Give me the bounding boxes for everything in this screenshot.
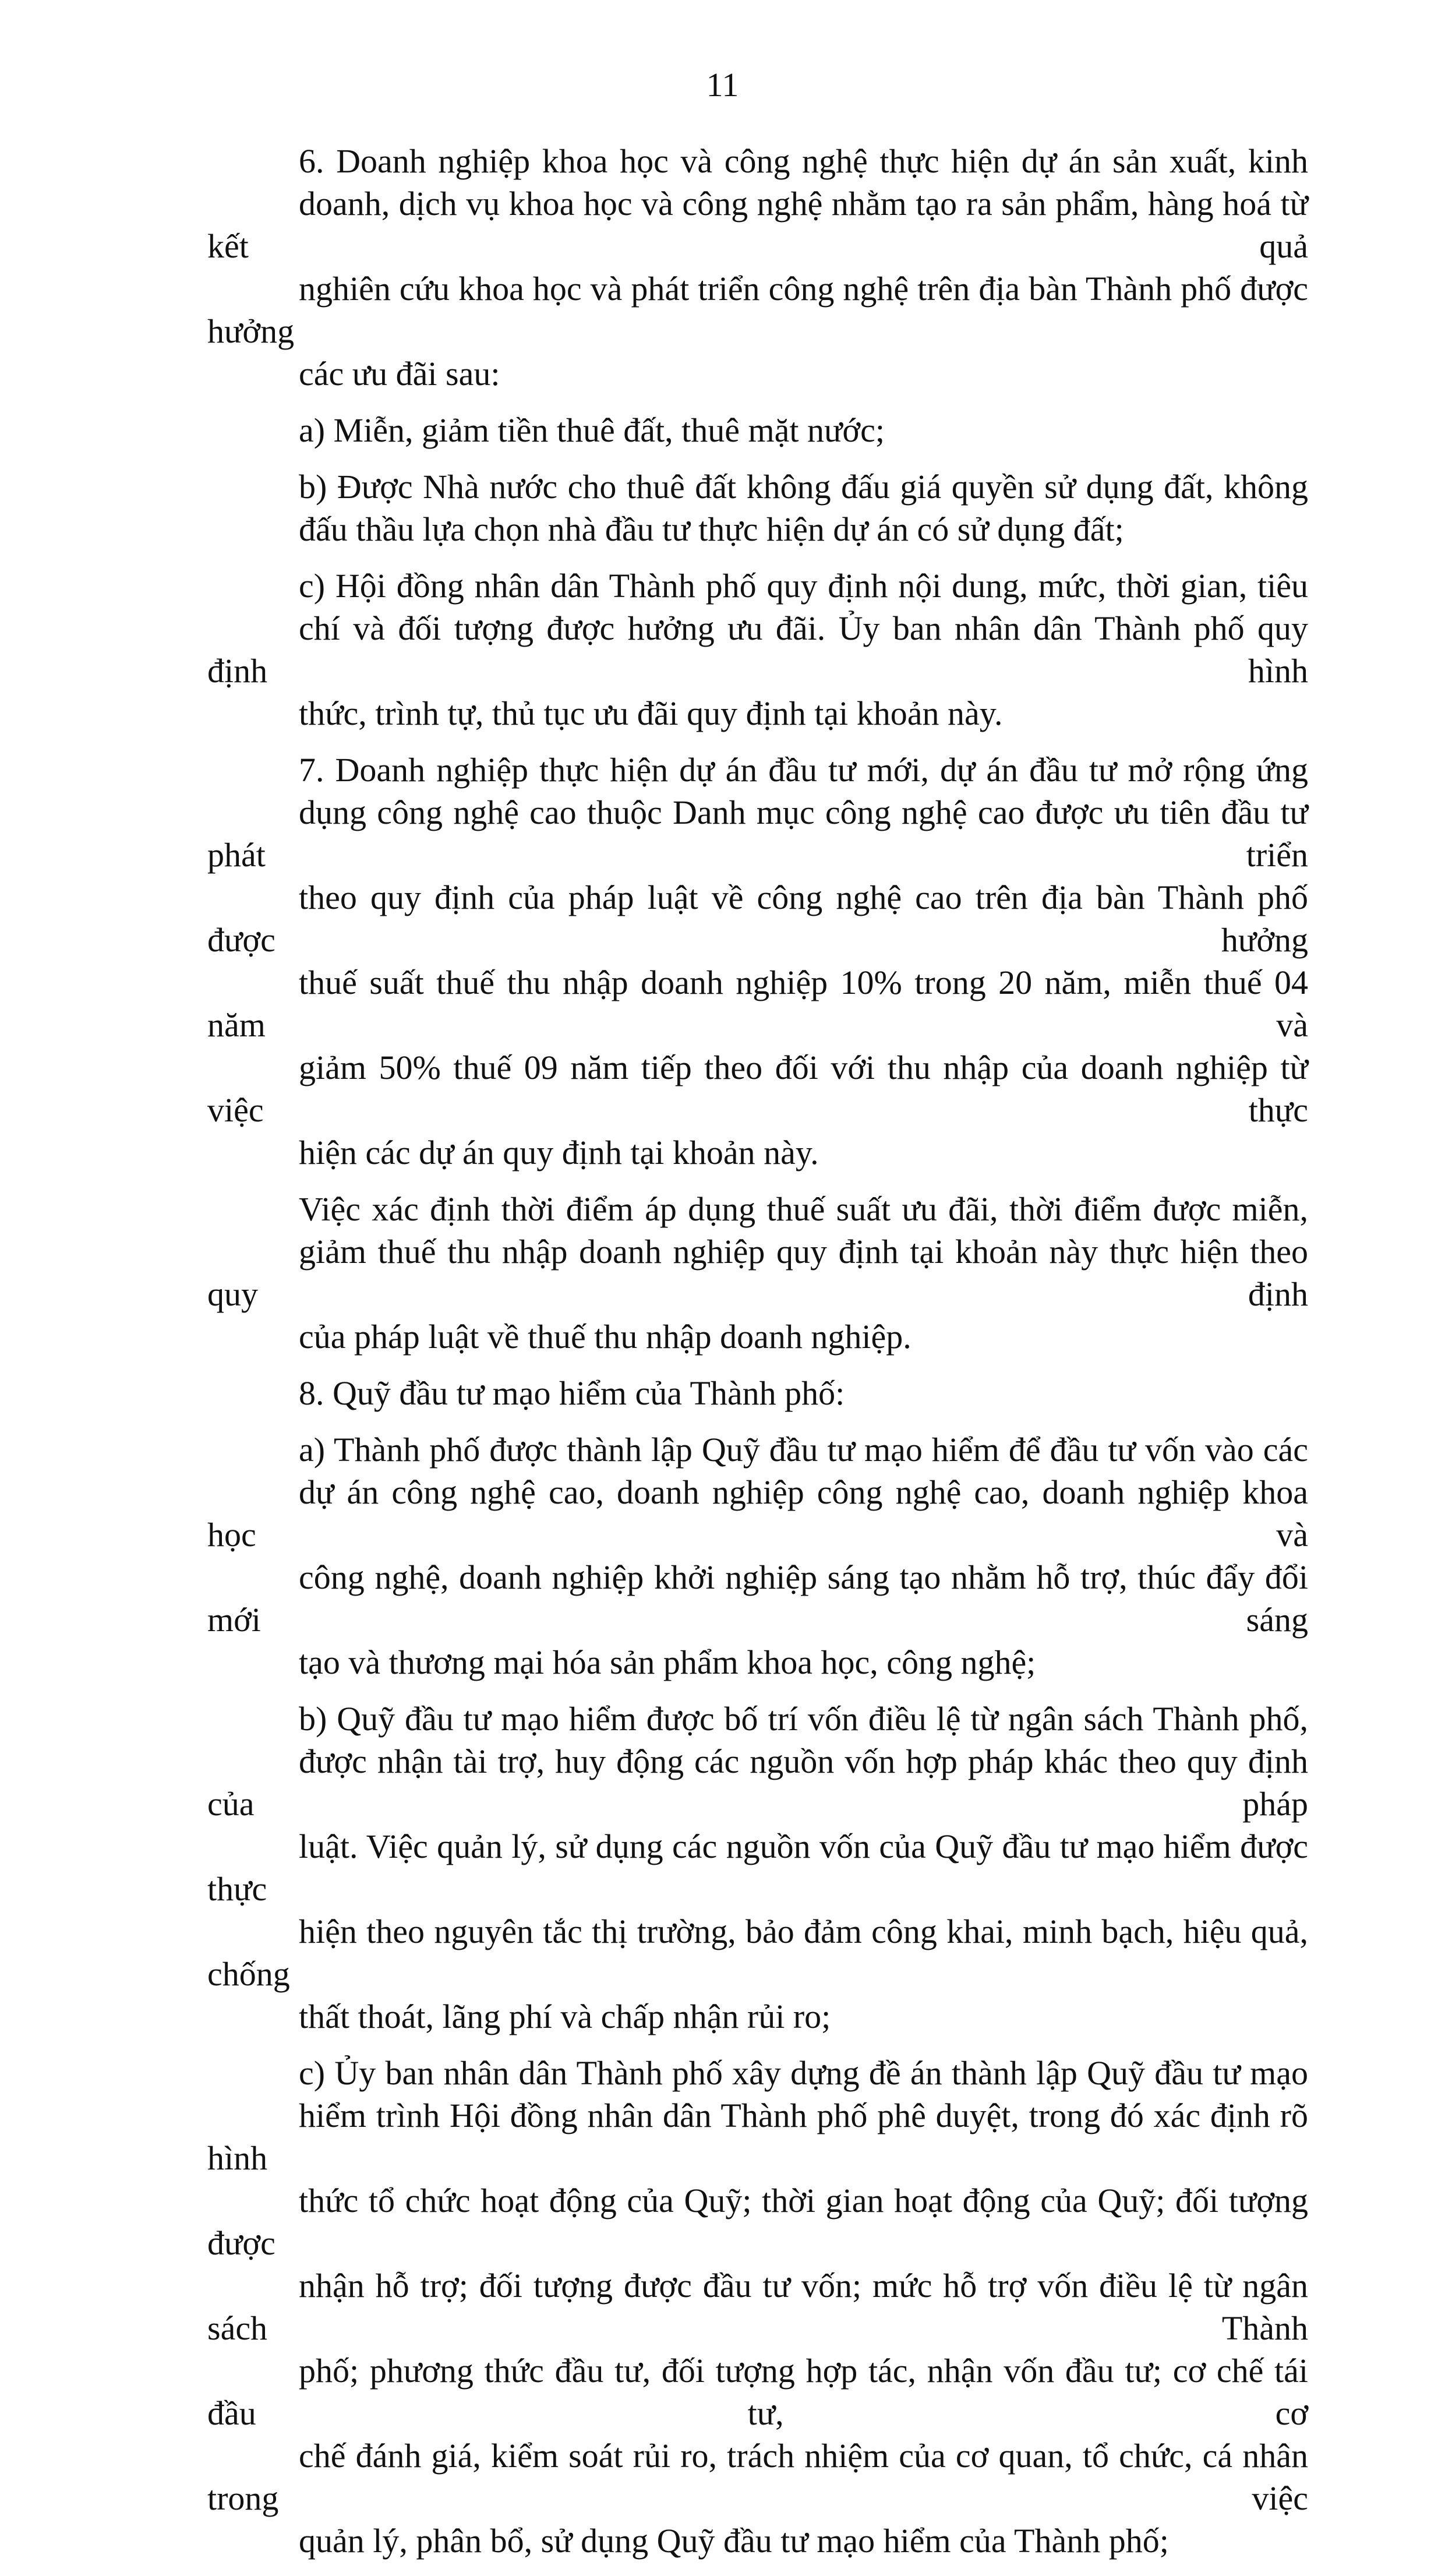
- text-line: các ưu đãi sau:: [299, 355, 500, 393]
- text-line: tạo và thương mại hóa sản phẩm khoa học, công nghệ;: [299, 1643, 1036, 1681]
- text-line: nhận hỗ trợ; đối tượng được đầu tư vốn; mức hỗ trợ vốn điều lệ từ ngân sách Thành: [207, 2267, 1308, 2347]
- text-line: c) Hội đồng nhân dân Thành phố quy định nội dung, mức, thời gian, tiêu: [299, 567, 1308, 605]
- text-line: 6. Doanh nghiệp khoa học và công nghệ thực hiện dự án sản xuất, kinh: [299, 142, 1308, 180]
- paragraph-6a: [207, 409, 1308, 451]
- paragraph-7: [207, 749, 1308, 1174]
- text-line: thức tổ chức hoạt động của Quỹ; thời gian hoạt động của Quỹ; đối tượng được: [207, 2182, 1308, 2262]
- text-line: b) Được Nhà nước cho thuê đất không đấu giá quyền sử dụng đất, không: [299, 468, 1308, 506]
- text-line: thất thoát, lãng phí và chấp nhận rủi ro;: [299, 1998, 831, 2035]
- text-line: a) Miễn, giảm tiền thuê đất, thuê mặt nước;: [299, 411, 885, 449]
- text-line: thức, trình tự, thủ tục ưu đãi quy định tại khoản này.: [299, 694, 1003, 732]
- paragraph-6c: [207, 564, 1308, 735]
- text-line: quản lý, phân bổ, sử dụng Quỹ đầu tư mạo hiểm của Thành phố;: [299, 2522, 1169, 2560]
- text-line: b) Quỹ đầu tư mạo hiểm được bố trí vốn điều lệ từ ngân sách Thành phố,: [299, 1700, 1308, 1738]
- text-line: của pháp luật về thuế thu nhập doanh nghiệp.: [299, 1318, 911, 1356]
- text-line: phố; phương thức đầu tư, đối tượng hợp tác, nhận vốn đầu tư; cơ chế tái đầu tư, cơ: [207, 2352, 1308, 2432]
- text-line: theo quy định của pháp luật về công nghệ cao trên địa bàn Thành phố được hưởng: [207, 878, 1308, 959]
- document-body: [207, 140, 1308, 2576]
- paragraph-8c: [207, 2052, 1308, 2562]
- text-line: chế đánh giá, kiểm soát rủi ro, trách nhiệm của cơ quan, tổ chức, cá nhân trong việc: [207, 2437, 1308, 2517]
- paragraph-8a: [207, 1428, 1308, 1684]
- text-line: thuế suất thuế thu nhập doanh nghiệp 10% trong 20 năm, miễn thuế 04 năm và: [207, 964, 1308, 1044]
- paragraph-6: [207, 140, 1308, 395]
- text-line: a) Thành phố được thành lập Quỹ đầu tư mạo hiểm để đầu tư vốn vào các: [299, 1431, 1308, 1469]
- text-line: giảm 50% thuế 09 năm tiếp theo đối với thu nhập của doanh nghiệp từ việc thực: [207, 1049, 1308, 1129]
- text-line: giảm thuế thu nhập doanh nghiệp quy định tại khoản này thực hiện theo quy định: [207, 1233, 1308, 1313]
- text-line: dụng công nghệ cao thuộc Danh mục công nghệ cao được ưu tiên đầu tư phát triển: [207, 793, 1308, 874]
- text-line: công nghệ, doanh nghiệp khởi nghiệp sáng tạo nhằm hỗ trợ, thúc đẩy đổi mới sáng: [207, 1558, 1308, 1639]
- paragraph-6b: [207, 465, 1308, 551]
- text-line: luật. Việc quản lý, sử dụng các nguồn vốn của Quỹ đầu tư mạo hiểm được thực: [207, 1827, 1308, 1908]
- text-line: Việc xác định thời điểm áp dụng thuế suất ưu đãi, thời điểm được miễn,: [299, 1190, 1308, 1228]
- text-line: dự án công nghệ cao, doanh nghiệp công nghệ cao, doanh nghiệp khoa học và: [207, 1473, 1308, 1554]
- text-line: hiểm trình Hội đồng nhân dân Thành phố phê duyệt, trong đó xác định rõ hình: [207, 2097, 1308, 2177]
- text-line: doanh, dịch vụ khoa học và công nghệ nhằm tạo ra sản phẩm, hàng hoá từ kết quả: [207, 185, 1308, 265]
- paragraph-8: [207, 1372, 1308, 1414]
- text-line: được nhận tài trợ, huy động các nguồn vốn hợp pháp khác theo quy định của pháp: [207, 1742, 1308, 1823]
- text-line: 7. Doanh nghiệp thực hiện dự án đầu tư mới, dự án đầu tư mở rộng ứng: [299, 751, 1308, 789]
- text-line: 8. Quỹ đầu tư mạo hiểm của Thành phố:: [299, 1374, 845, 1412]
- paragraph-7-note: [207, 1188, 1308, 1358]
- paragraph-8b: [207, 1698, 1308, 2038]
- text-line: c) Ủy ban nhân dân Thành phố xây dựng đề án thành lập Quỹ đầu tư mạo: [299, 2054, 1308, 2092]
- text-line: hiện các dự án quy định tại khoản này.: [299, 1134, 819, 1171]
- text-line: nghiên cứu khoa học và phát triển công nghệ trên địa bàn Thành phố được hưởng: [207, 270, 1308, 350]
- text-line: đấu thầu lựa chọn nhà đầu tư thực hiện dự án có sử dụng đất;: [299, 510, 1124, 548]
- text-line: hiện theo nguyên tắc thị trường, bảo đảm công khai, minh bạch, hiệu quả, chống: [207, 1912, 1308, 1993]
- text-line: chí và đối tượng được hưởng ưu đãi. Ủy ban nhân dân Thành phố quy định hình: [207, 609, 1308, 690]
- page-number: 11: [706, 66, 739, 104]
